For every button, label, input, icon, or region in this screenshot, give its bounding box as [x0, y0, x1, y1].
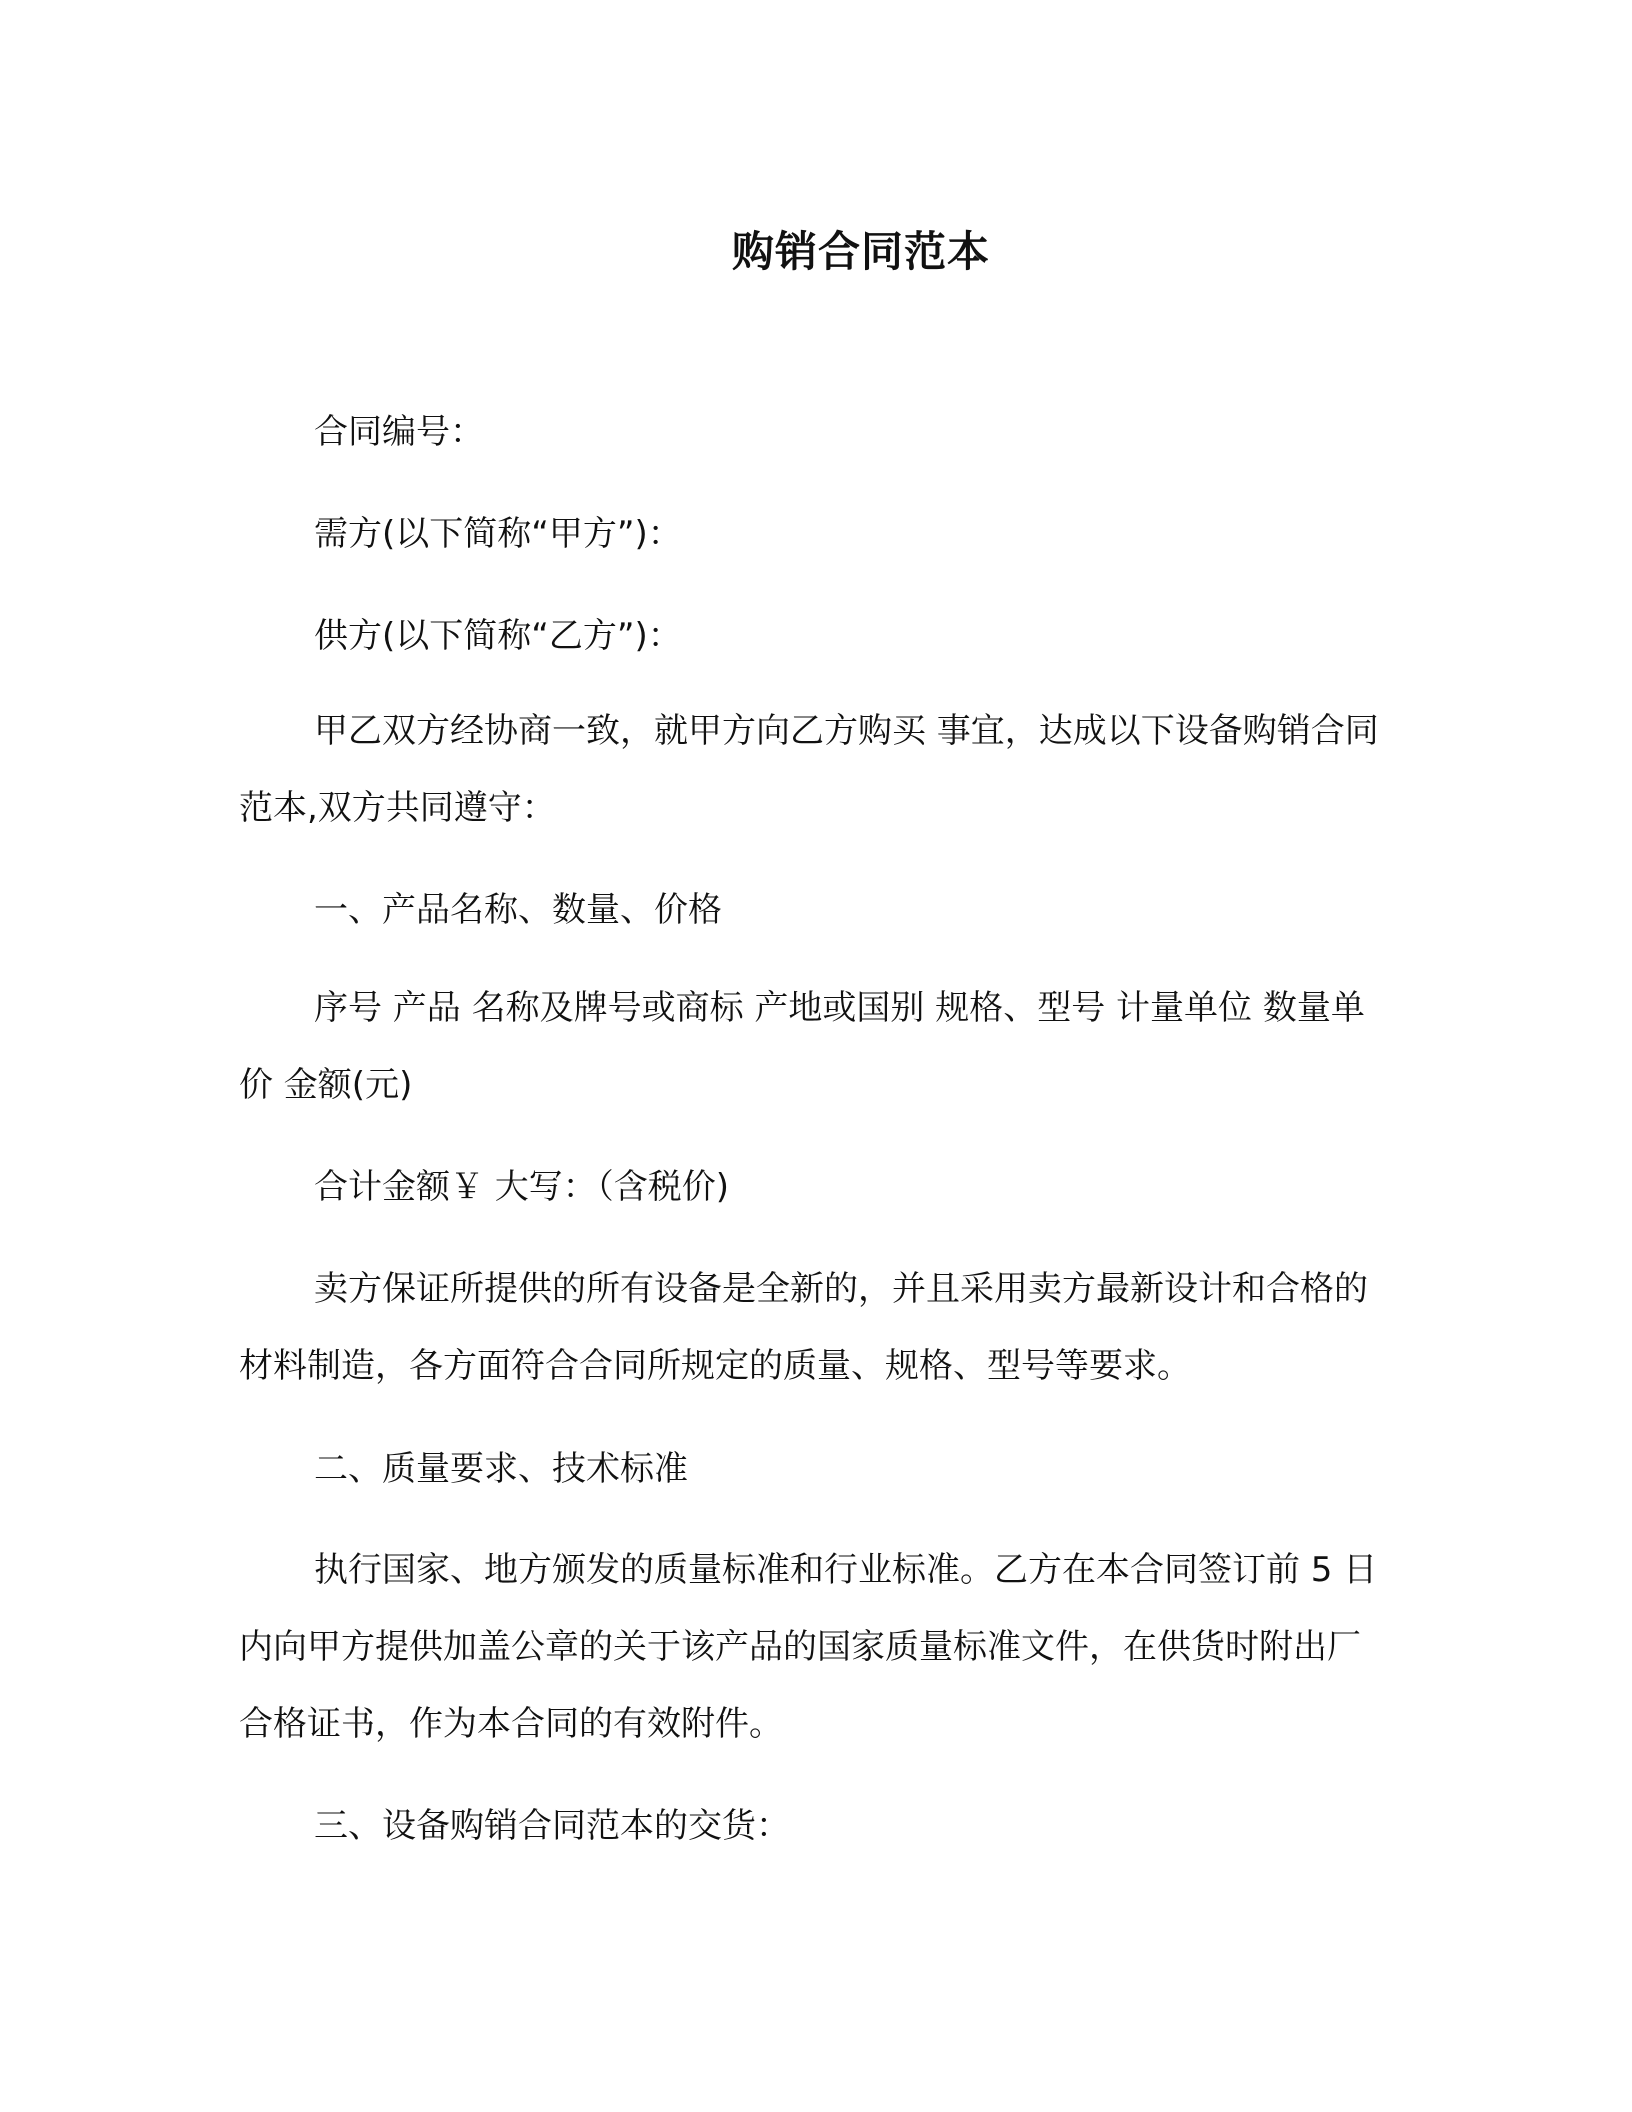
section-3-heading: 三、设备购销合同范本的交货：: [314, 1806, 790, 1846]
intro-paragraph: 甲乙双方经协商一致，就甲方向乙方购买 事宜，达成以下设备购销合同范本,双方共同遵守：: [239, 711, 1379, 828]
document-title: 购销合同范本: [731, 227, 990, 276]
section-2-body: 执行国家、地方颁发的质量标准和行业标准。乙方在本合同签订前 5 日内向甲方提供加盖公章的关于该产品的国家质量标准文件，在供货时附出厂合格证书，作为本合同的有效附件。: [239, 1550, 1378, 1744]
section-1-heading: 一、产品名称、数量、价格: [314, 890, 722, 930]
seller-label: 供方(以下简称“乙方”)：: [314, 616, 682, 656]
table-header-text: 序号 产品 名称及牌号或商标 产地或国别 规格、型号 计量单位 数量单价 金额(元): [239, 988, 1365, 1105]
section-2-heading: 二、质量要求、技术标准: [314, 1449, 688, 1489]
buyer-label: 需方(以下简称“甲方”)：: [314, 514, 682, 554]
contract-number-label: 合同编号：: [314, 412, 484, 452]
total-amount-line: 合计金额￥ 大写：（含税价): [314, 1167, 730, 1207]
guarantee-paragraph: 卖方保证所提供的所有设备是全新的，并且采用卖方最新设计和合格的材料制造，各方面符合合同所规定的质量、规格、型号等要求。: [239, 1269, 1368, 1386]
